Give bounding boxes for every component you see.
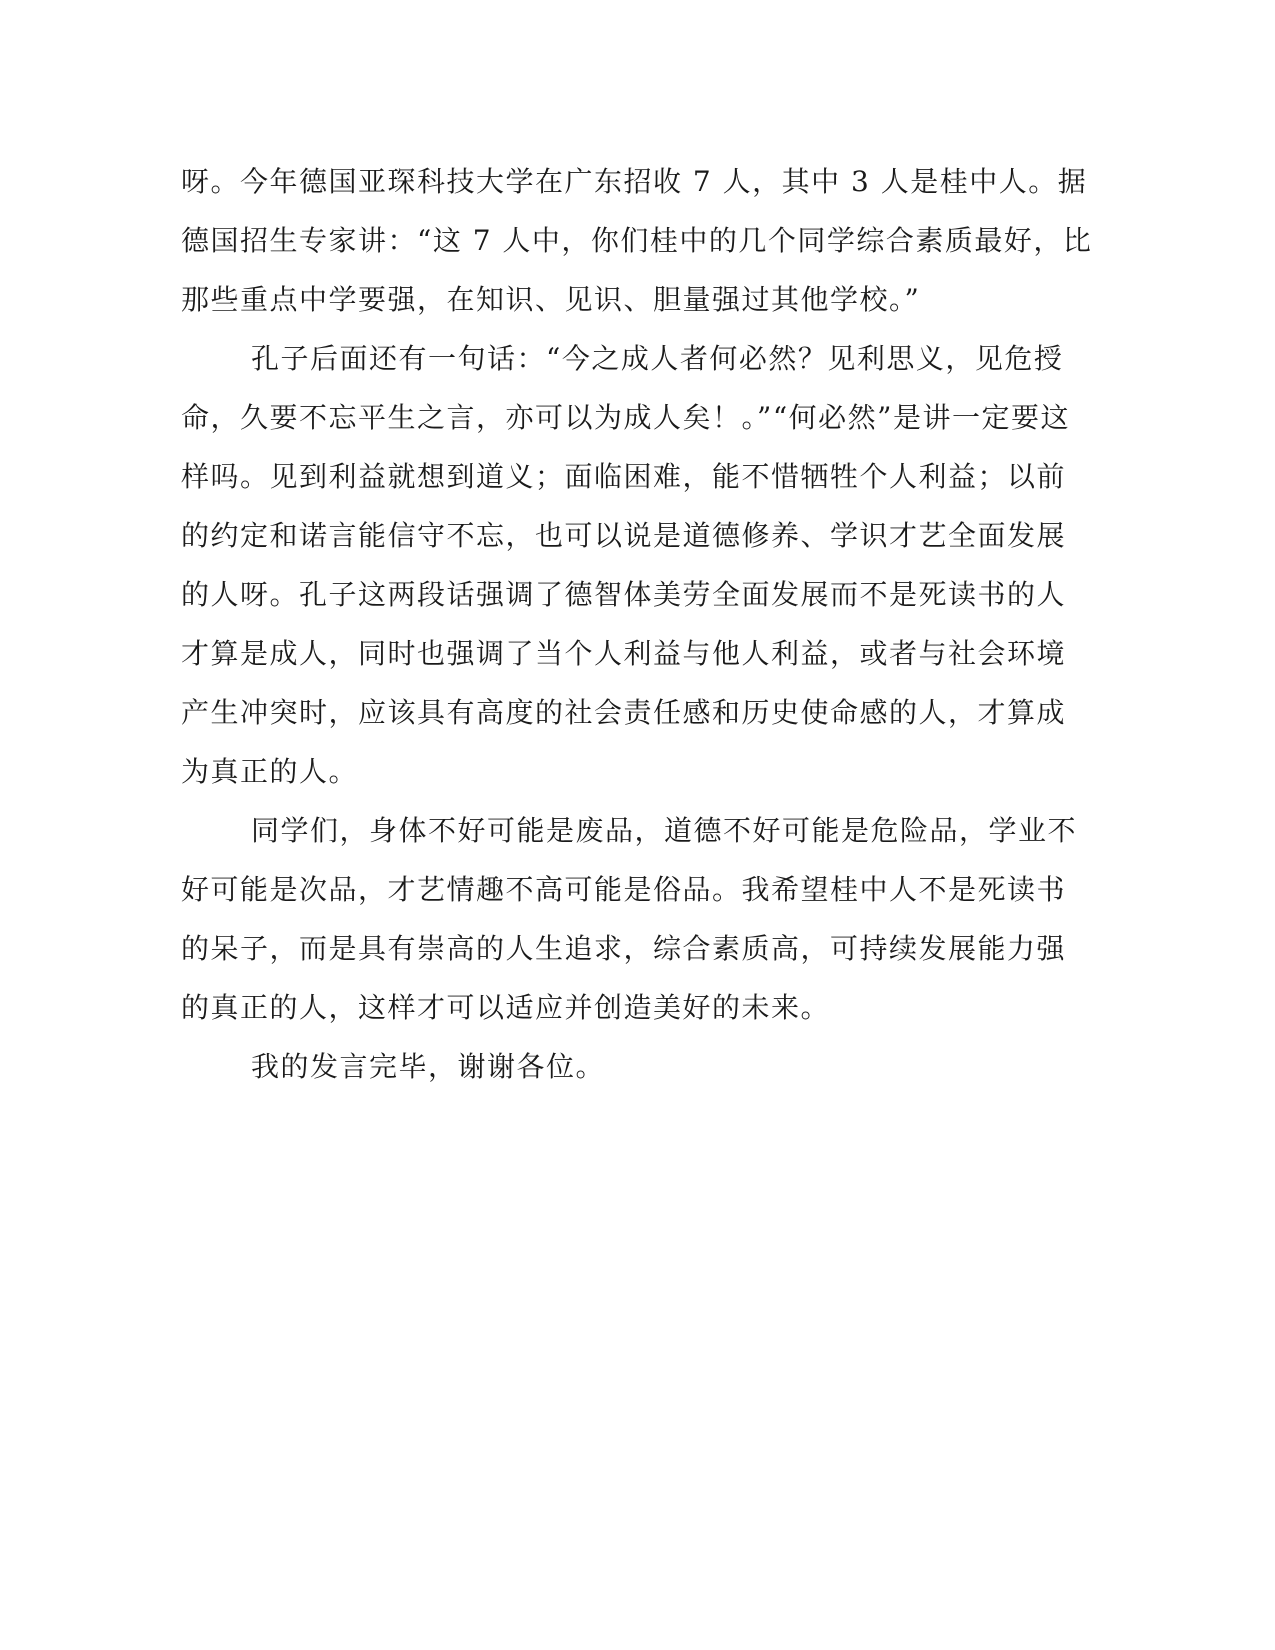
text-line: 我的发言完毕，谢谢各位。 [251,1050,606,1083]
text-line: 呀。今年德国亚琛科技大学在广东招收 7 人，其中 3 人是桂中人。据 [181,165,1088,198]
text-line: 德国招生专家讲：“这 7 人中，你们桂中的几个同学综合素质最好，比 [181,224,1093,257]
text-line: 产生冲突时，应该具有高度的社会责任感和历史使命感的人，才算成 [181,696,1067,729]
text-line: 的呆子，而是具有崇高的人生追求，综合素质高，可持续发展能力强 [181,932,1067,965]
text-line: 孔子后面还有一句话：“今之成人者何必然？见利思义，见危授 [251,342,1064,375]
text-line: 的约定和诺言能信守不忘，也可以说是道德修养、学识才艺全面发展 [181,519,1067,552]
text-line: 样吗。见到利益就想到道义；面临困难，能不惜牺牲个人利益；以前 [181,460,1067,493]
text-line: 为真正的人。 [181,755,359,788]
text-line: 的人呀。孔子这两段话强调了德智体美劳全面发展而不是死读书的人 [181,578,1067,611]
text-line: 才算是成人，同时也强调了当个人利益与他人利益，或者与社会环境 [181,637,1067,670]
text-line: 的真正的人，这样才可以适应并创造美好的未来。 [181,991,831,1024]
text-line: 命，久要不忘平生之言，亦可以为成人矣！。”“何必然”是讲一定要这 [181,401,1070,434]
text-line: 那些重点中学要强，在知识、见识、胆量强过其他学校。” [181,283,921,316]
text-line: 好可能是次品，才艺情趣不高可能是俗品。我希望桂中人不是死读书 [181,873,1067,906]
text-line: 同学们，身体不好可能是废品，道德不好可能是危险品，学业不 [251,814,1078,847]
